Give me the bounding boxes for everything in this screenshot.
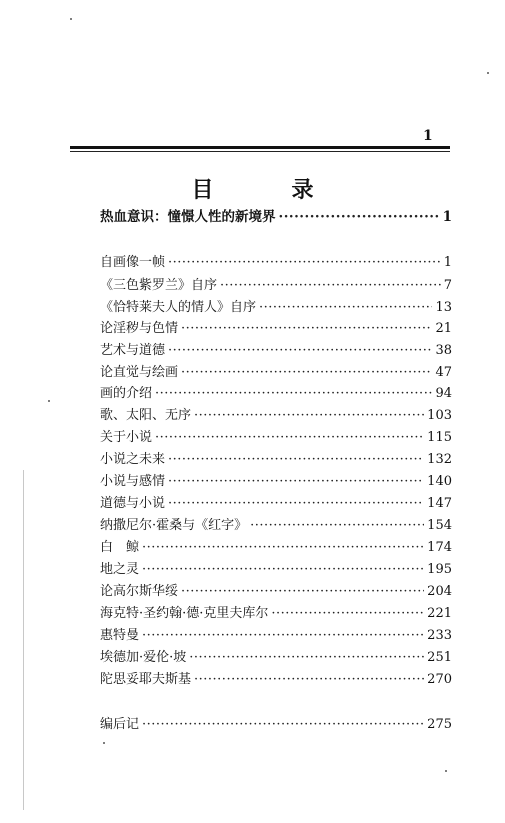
toc-entry-title: 小说与感情 — [100, 474, 166, 489]
toc-entry-title: 《恰特莱夫人的情人》自序 — [100, 300, 257, 315]
toc-entry-page: 270 — [427, 672, 452, 687]
toc-entry-title: 白 鲸 — [100, 540, 140, 555]
toc-entry — [100, 539, 452, 557]
print-speck — [103, 742, 105, 744]
toc-entry-title: 论直觉与绘画 — [100, 365, 179, 380]
toc-entry-title: 艺术与道德 — [100, 343, 166, 358]
page-edge-line — [23, 470, 24, 810]
toc-entry-page: 275 — [427, 717, 452, 732]
toc-dot-leader — [181, 364, 432, 382]
toc-dot-leader — [189, 649, 424, 667]
toc-entry-page: 251 — [427, 650, 452, 665]
toc-entry — [100, 649, 452, 667]
toc-entry-title: 纳撒尼尔·霍桑与《红字》 — [100, 518, 248, 533]
toc-entry-page: 103 — [427, 408, 452, 423]
toc-entry-page: 47 — [435, 365, 452, 380]
toc-dot-leader — [168, 342, 432, 360]
toc-entry-title: 埃德加·爱伦·坡 — [100, 650, 187, 665]
toc-entry — [100, 495, 452, 513]
toc-entry-title: 关于小说 — [100, 430, 153, 445]
toc-entry-page: 94 — [435, 386, 452, 401]
toc-entry — [100, 254, 452, 272]
toc-entry-page: 174 — [427, 540, 452, 555]
toc-entry-title: 热血意识：憧憬人性的新境界 — [100, 209, 276, 225]
toc-dot-leader — [168, 495, 424, 513]
toc-dot-leader — [155, 385, 432, 403]
toc-entry — [100, 277, 452, 295]
toc-dot-leader — [271, 605, 424, 623]
toc-entry-page: 115 — [427, 430, 452, 445]
toc-entry-page: 132 — [427, 452, 452, 467]
toc-entry-page: 204 — [427, 584, 452, 599]
toc-entry — [100, 583, 452, 601]
print-speck — [445, 770, 447, 772]
toc-dot-leader — [155, 429, 424, 447]
toc-dot-leader — [194, 671, 424, 689]
toc-dot-leader — [181, 583, 424, 601]
toc-entry-title: 画的介绍 — [100, 386, 153, 401]
toc-entry-title: 惠特曼 — [100, 628, 140, 643]
toc-entry — [100, 561, 452, 579]
toc-dot-leader — [220, 277, 441, 295]
toc-dot-leader — [168, 254, 441, 272]
toc-entry-title: 歌、太阳、无序 — [100, 408, 192, 423]
header-rule-thick — [70, 146, 450, 149]
toc-entry-title: 论淫秽与色情 — [100, 321, 179, 336]
toc-entry — [100, 299, 452, 317]
toc-entry-page: 21 — [435, 321, 452, 336]
toc-entry-title: 论高尔斯华绥 — [100, 584, 179, 599]
toc-entry — [100, 716, 452, 734]
toc-dot-leader — [279, 208, 440, 226]
toc-entry-page: 233 — [427, 628, 452, 643]
header-rule-thin — [70, 151, 450, 152]
toc-entry — [100, 320, 452, 338]
toc-entry — [100, 627, 452, 645]
print-speck — [487, 72, 489, 74]
toc-entry-title: 陀思妥耶夫斯基 — [100, 672, 192, 687]
toc-entry-page: 13 — [435, 300, 452, 315]
toc-entry — [100, 385, 452, 403]
toc-dot-leader — [168, 473, 424, 491]
toc-entry-title: 小说之未来 — [100, 452, 166, 467]
toc-entry-title: 道德与小说 — [100, 496, 166, 511]
toc-entry-page: 7 — [443, 278, 452, 293]
toc-entry — [100, 451, 452, 469]
toc-dot-leader — [168, 451, 424, 469]
toc-dot-leader — [142, 716, 424, 734]
toc-entry — [100, 429, 452, 447]
toc-entry-page: 38 — [435, 343, 452, 358]
toc-entry-page: 195 — [427, 562, 452, 577]
toc-entry-page: 140 — [427, 474, 452, 489]
toc-entry-page: 1 — [443, 255, 452, 270]
toc-dot-leader — [181, 320, 432, 338]
toc-section-row — [100, 208, 452, 226]
toc-entry — [100, 605, 452, 623]
toc-entry-page: 221 — [427, 606, 452, 621]
toc-dot-leader — [194, 407, 424, 425]
toc-entry — [100, 473, 452, 491]
toc-dot-leader — [250, 517, 424, 535]
toc-dot-leader — [142, 539, 424, 557]
toc-entry — [100, 517, 452, 535]
toc-entry-title: 编后记 — [100, 717, 140, 732]
toc-entry — [100, 342, 452, 360]
toc-entry-title: 《三色紫罗兰》自序 — [100, 278, 218, 293]
toc-entry-title: 海克特·圣约翰·德·克里夫库尔 — [100, 606, 269, 621]
toc-entry-page: 1 — [442, 209, 452, 225]
toc-entry — [100, 671, 452, 689]
toc-entry — [100, 364, 452, 382]
toc-entry-title: 地之灵 — [100, 562, 140, 577]
toc-title: 目 录 — [191, 177, 342, 203]
toc-entry — [100, 407, 452, 425]
toc-dot-leader — [142, 627, 424, 645]
print-speck — [70, 18, 72, 20]
toc-entry-page: 147 — [427, 496, 452, 511]
toc-dot-leader — [259, 299, 432, 317]
toc-entry-page: 154 — [427, 518, 452, 533]
toc-entry-title: 自画像一帧 — [100, 255, 166, 270]
toc-dot-leader — [142, 561, 424, 579]
page-number: 1 — [423, 128, 433, 144]
print-speck — [48, 400, 50, 402]
